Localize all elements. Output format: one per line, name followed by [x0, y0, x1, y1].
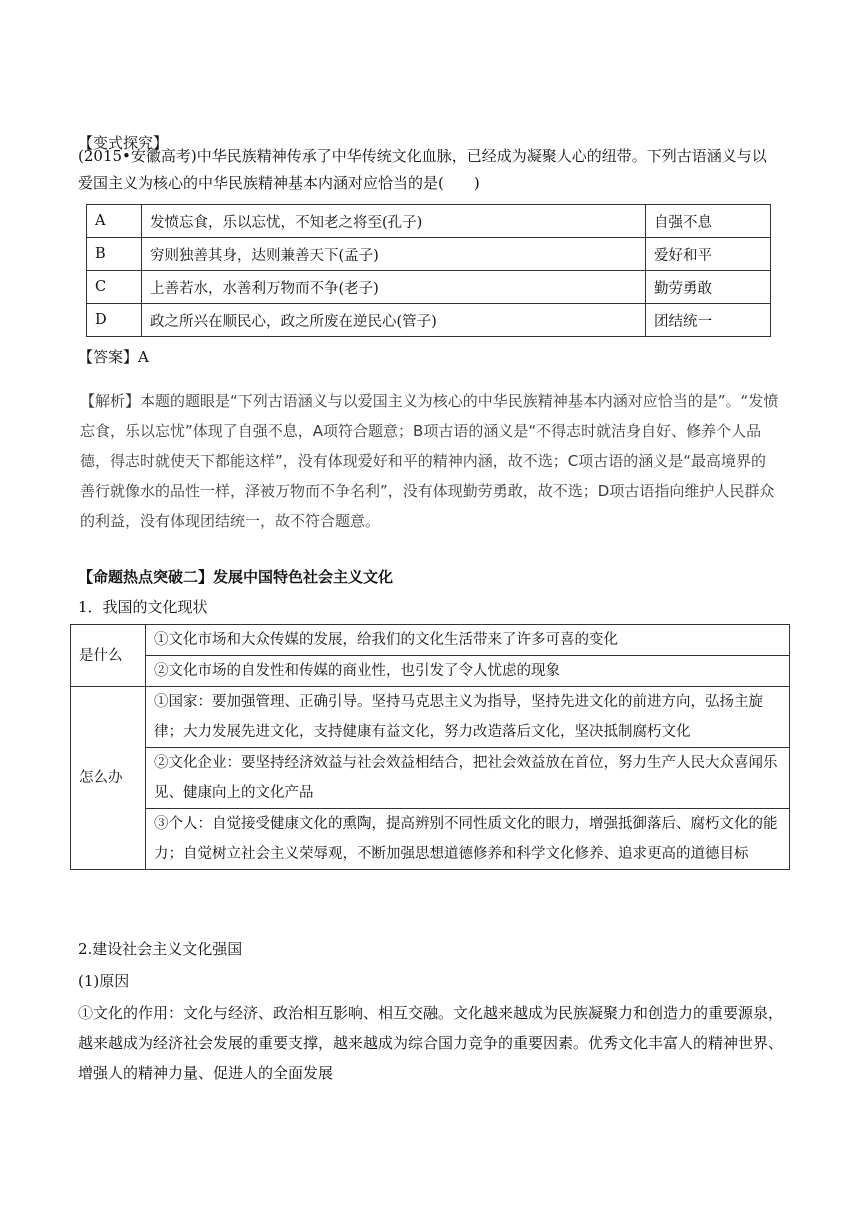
subheading-status: 1．我国的文化现状: [78, 598, 208, 616]
answer: 【答案】A: [78, 348, 149, 366]
option-letter: B: [87, 238, 142, 271]
how-label: 怎么办: [71, 687, 146, 870]
what-item-2: ②文化市场的自发性和传媒的商业性，也引发了令人忧虑的现象: [146, 656, 790, 687]
how-item-3: ③个人：自觉接受健康文化的熏陶，提高辨别不同性质文化的眼力，增强抵御落后、腐朽文化的能力；自觉树立社会主义荣辱观，不断加强思想道德修养和科学文化修养、追求更高的道德目标: [146, 809, 790, 870]
option-text: 上善若水，水善利万物而不争(老子): [142, 271, 646, 304]
what-item-1: ①文化市场和大众传媒的发展，给我们的文化生活带来了许多可喜的变化: [146, 625, 790, 656]
reason-paragraph: ①文化的作用：文化与经济、政治相互影响、相互交融。文化越来越成为民族凝聚力和创造力的重要源泉，越来越成为经济社会发展的重要支撑，越来越成为综合国力竞争的重要因素。优秀文化丰富人的精神世界、增强人的精神力量、促进人的全面发展: [78, 1004, 784, 1082]
question-line-2: 爱国主义为核心的中华民族精神基本内涵对应恰当的是( ): [78, 174, 480, 192]
option-letter: C: [87, 271, 142, 304]
option-row: [87, 271, 771, 304]
options-table: [86, 204, 771, 337]
option-spirit: 团结统一: [646, 304, 771, 337]
option-text: 穷则独善其身，达则兼善天下(孟子): [142, 238, 646, 271]
option-letter: D: [87, 304, 142, 337]
section-heading: [78, 566, 393, 588]
variant-heading: 【变式探究】: [78, 134, 169, 152]
option-spirit: 自强不息: [646, 205, 771, 238]
option-row: [87, 238, 771, 271]
option-text: 政之所兴在顺民心，政之所废在逆民心(管子): [142, 304, 646, 337]
how-item-2: ②文化企业：要坚持经济效益与社会效益相结合，把社会效益放在首位，努力生产人民大众喜闻乐见、健康向上的文化产品: [146, 748, 790, 809]
question-line-1: (2015•安徽高考)中华民族精神传承了中华传统文化血脉，已经成为凝聚人心的纽带。下列古语涵义与以: [78, 147, 767, 165]
option-text: 发愤忘食，乐以忘忧，不知老之将至(孔子): [142, 205, 646, 238]
option-row: [87, 205, 771, 238]
how-item-1: ①国家：要加强管理、正确引导。坚持马克思主义为指导，坚持先进文化的前进方向，弘扬主旋律；大力发展先进文化，支持健康有益文化，努力改造落后文化，坚决抵制腐朽文化: [146, 687, 790, 748]
analysis-paragraph: 【解析】本题的题眼是“下列古语涵义与以爱国主义为核心的中华民族精神基本内涵对应恰当的是”。“发愤忘食，乐以忘忧”体现了自强不息，A项符合题意；B项古语的涵义是“不得志时就洁身自好、修养个人品德，得志时就使天下都能这样”，没有体现爱好和平的精神内涵，故不选；C项古语的涵义是“最高境界的善行就像水的品性一样，泽被万物而不争名利”，没有体现勤劳勇敢，故不选；D项古语指向维护人民群众的利益，没有体现团结统一，故不符合题意。: [80, 392, 779, 530]
option-row: [87, 304, 771, 337]
option-letter: A: [87, 205, 142, 238]
subheading-power: 2.建设社会主义文化强国: [78, 940, 243, 958]
reason-label: (1)原因: [78, 972, 130, 990]
section-heading-bracket: 【命题热点突破二】: [78, 568, 214, 586]
section-heading-title: 发展中国特色社会主义文化: [213, 568, 394, 586]
culture-status-table: [70, 624, 790, 870]
what-label: 是什么: [71, 625, 146, 687]
option-spirit: 勤劳勇敢: [646, 271, 771, 304]
option-spirit: 爱好和平: [646, 238, 771, 271]
